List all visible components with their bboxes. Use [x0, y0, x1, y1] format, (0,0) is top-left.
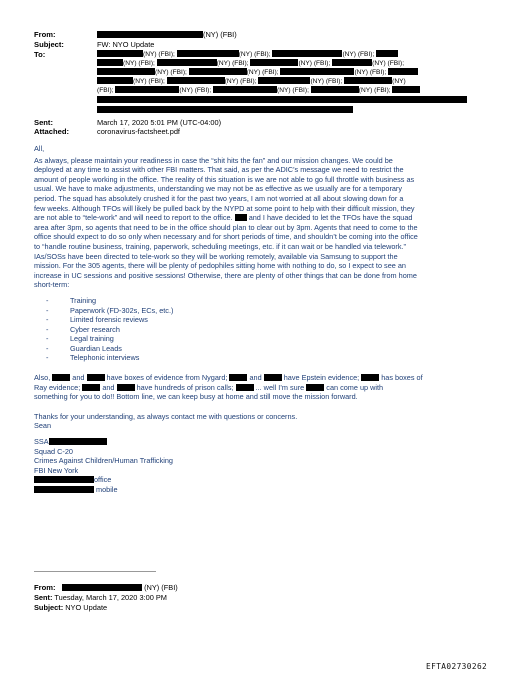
list-item: - Legal training [46, 334, 114, 344]
bates-number: EFTA02730262 [426, 662, 488, 671]
paragraph-evidence: Also, and have boxes of evidence from Nygard; and have Epstein evidence; has boxes of Ray evidence; and have hundreds of prison calls; ... well I’m sure can come up with something for you to do!! Bottom line, we can keep busy at home and still move the mission forward. [34, 373, 423, 402]
divider [34, 571, 156, 572]
redaction-bar [250, 59, 298, 66]
sent-label: Sent: [34, 118, 53, 127]
redaction-bar [97, 106, 353, 113]
thanks-line: Thanks for your understanding, as always contact me with questions or concerns. [34, 411, 298, 421]
list-item: - Paperwork (FD-302s, ECs, etc.) [46, 305, 174, 315]
redaction-bar [97, 68, 155, 75]
redaction-bar [264, 374, 282, 381]
subject-value: FW: NYO Update [97, 40, 155, 49]
signature-block: SSA Squad C-20 Crimes Against Children/Human Trafficking FBI New York office mobile [34, 437, 173, 494]
from-value: (NY) (FBI) [97, 30, 237, 39]
redaction-bar [280, 68, 354, 75]
redaction-bar [392, 86, 420, 93]
subject-label: Subject: [34, 40, 64, 49]
fwd-from-label: From: [34, 583, 56, 592]
redaction-bar [87, 374, 105, 381]
redaction-bar [236, 384, 254, 391]
redaction-bar [189, 68, 247, 75]
email-body [34, 144, 484, 495]
redaction-bar [97, 31, 203, 38]
redaction-bar [97, 96, 467, 103]
redaction-bar [229, 374, 247, 381]
to-label: To: [34, 50, 46, 59]
signoff: Sean [34, 421, 52, 431]
redaction-bar [49, 438, 107, 445]
list-item: - Guardian Leads [46, 343, 122, 353]
redaction-bar [97, 77, 133, 84]
task-list [46, 296, 484, 363]
fwd-from-value: (NY) (FBI) [62, 583, 178, 592]
redaction-bar [115, 86, 179, 93]
sent-value: March 17, 2020 5:01 PM (UTC-04:00) [97, 118, 222, 127]
from-label: From: [34, 30, 56, 39]
redaction-bar [258, 77, 310, 84]
redaction-bar [213, 86, 277, 93]
redaction-bar [344, 77, 392, 84]
redaction-bar [52, 374, 70, 381]
list-item: - Cyber research [46, 324, 120, 334]
redaction-bar [306, 384, 324, 391]
redaction-bar [34, 486, 94, 493]
fwd-sent: Sent: Tuesday, March 17, 2020 3:00 PM [34, 593, 167, 602]
redaction-bar [167, 77, 225, 84]
redaction-bar [34, 476, 94, 483]
attached-label: Attached: [34, 127, 70, 136]
redaction-bar [117, 384, 135, 391]
paragraph-main: As always, please maintain your readiness in case the “shit hits the fan” and our mission changes. We could be deployed at any time to assist with other FBI matters. That said, as per the ADIC’s message we need to restrict the amount of people working in the office. The reality of this situation is we are not able to go full throttle with business as usual. We have to make adjustments, understanding we may not be as effective as we usually are for a temporary period. The squad has absolutely crushed it for the past two years, I am not worried at all about slowing down for a few weeks. Although TFOs will likely be pulled back by the NYPD at some point to help with their difficult mission, they are not able to “tele-work” and will need to report to the office. and I have decided to let the TFOs have the squad area after 3pm, so agents that need to be in the office should plan to clear out by 3pm. Agents that need to come to the office should expect to do so only when necessary and for short periods of time, and shouldn’t be coming into the office to “handle routine business, training, paperwork, scheduling meetings, etc. if it can wait or be handled via telework.” IAs/SOSs have been directed to tele-work so they will be working remotely, available via Samsung to support the mission. For the 305 agents, there will be plenty of pedophiles sitting home with nothing to do, so I expect to see an increase in UC sessions and positive sessions! Otherwise, there are plenty of other things that can be done from home short-term: [34, 155, 418, 290]
redaction-bar [235, 214, 247, 221]
redaction-bar [157, 59, 217, 66]
redaction-bar [311, 86, 359, 93]
greeting: All, [34, 144, 45, 153]
redaction-bar [62, 584, 142, 591]
redaction-bar [97, 50, 143, 57]
redaction-bar [82, 384, 100, 391]
list-item: - Training [46, 295, 97, 305]
list-item: - Limited forensic reviews [46, 315, 148, 325]
redaction-bar [272, 50, 342, 57]
redaction-bar [388, 68, 418, 75]
redaction-bar [361, 374, 379, 381]
fwd-subject: Subject: NYO Update [34, 603, 108, 612]
attachment-link[interactable]: coronavirus-factsheet.pdf [97, 127, 180, 136]
redaction-bar [332, 59, 372, 66]
list-item: - Telephonic interviews [46, 353, 140, 363]
redaction-bar [177, 50, 239, 57]
redaction-bar [376, 50, 398, 57]
redaction-bar [97, 59, 123, 66]
